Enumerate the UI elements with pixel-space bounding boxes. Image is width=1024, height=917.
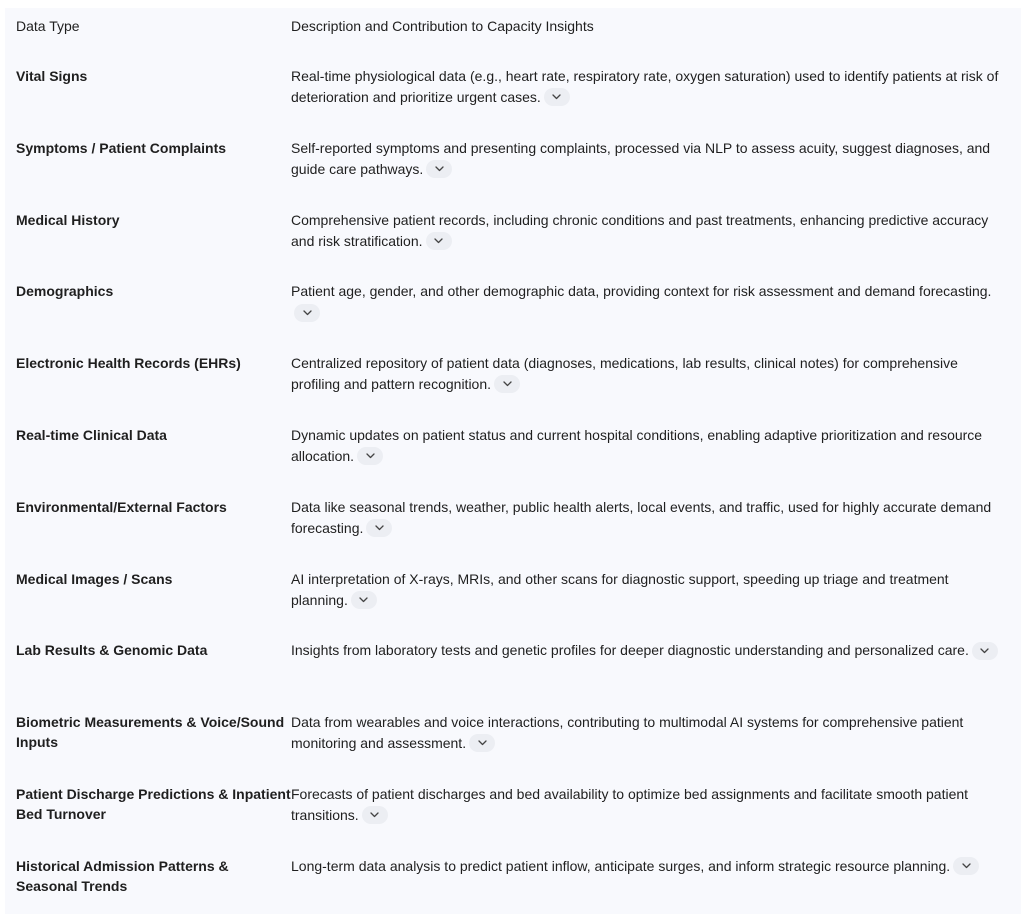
chevron-down-icon: [303, 310, 312, 316]
expand-citation-button[interactable]: [357, 447, 383, 465]
row-description-text: Real-time physiological data (e.g., heart rate, respiratory rate, oxygen saturation) used to identify patients at risk of deterioration and prioritize urgent cases.: [291, 68, 999, 105]
row-description-text: Data from wearables and voice interactions, contributing to multimodal AI systems for comprehensive patient monitoring and assessment.: [291, 714, 964, 752]
expand-citation-button[interactable]: [953, 857, 979, 875]
row-description: [291, 138, 1021, 188]
header-data-type: Data Type: [16, 18, 80, 34]
chevron-down-icon: [478, 740, 487, 746]
row-description: [291, 281, 1021, 331]
row-description-text: Forecasts of patient discharges and bed availability to optimize bed assignments and facilitate smooth patient transitions.: [291, 785, 969, 823]
row-description: [291, 569, 1021, 619]
table-row: [5, 116, 1021, 188]
table-row: [5, 834, 1021, 906]
chevron-down-icon: [359, 597, 368, 603]
row-description-text: Patient age, gender, and other demographic data, providing context for risk assessment and demand forecasting.: [291, 283, 992, 300]
expand-citation-button[interactable]: [544, 88, 570, 106]
table-row: [5, 618, 1021, 690]
chevron-down-icon: [435, 166, 444, 172]
row-description: [291, 497, 1021, 547]
chevron-down-icon: [434, 238, 443, 244]
expand-citation-button[interactable]: [469, 734, 495, 752]
row-type-label: Medical History: [16, 211, 120, 228]
chevron-down-icon: [370, 812, 379, 818]
row-type-label: Patient Discharge Predictions & Inpatient Bed Turnover: [16, 785, 291, 822]
row-description-text: Insights from laboratory tests and genetic profiles for deeper diagnostic understanding and personalized care.: [291, 642, 969, 659]
table-row: [5, 762, 1021, 834]
data-table: [5, 8, 1021, 914]
row-description: [291, 353, 1021, 403]
expand-citation-button[interactable]: [294, 304, 320, 322]
row-type-label: Historical Admission Patterns & Seasonal Trends: [16, 857, 229, 894]
row-type-label: Electronic Health Records (EHRs): [16, 355, 241, 372]
expand-citation-button[interactable]: [362, 806, 388, 824]
row-description: [291, 425, 1021, 475]
chevron-down-icon: [375, 525, 384, 531]
row-type-label: Lab Results & Genomic Data: [16, 642, 208, 659]
table-row: [5, 188, 1021, 260]
expand-citation-button[interactable]: [972, 642, 998, 660]
expand-citation-button[interactable]: [494, 375, 520, 393]
table-row: [5, 259, 1021, 331]
expand-citation-button[interactable]: [426, 232, 452, 250]
row-type-label: Demographics: [16, 283, 114, 300]
expand-citation-button[interactable]: [351, 591, 377, 609]
expand-citation-button[interactable]: [426, 160, 452, 178]
row-description: [291, 784, 1021, 834]
table-row: [5, 547, 1021, 619]
row-description: [291, 66, 1021, 116]
table-row: [5, 403, 1021, 475]
chevron-down-icon: [503, 381, 512, 387]
row-description-text: Dynamic updates on patient status and current hospital conditions, enabling adaptive prioritization and resource allocation.: [291, 426, 983, 464]
chevron-down-icon: [552, 94, 561, 100]
row-description-text: AI interpretation of X-rays, MRIs, and other scans for diagnostic support, speeding up triage and treatment planning.: [291, 570, 949, 608]
table-row: [5, 331, 1021, 403]
row-type-label: Biometric Measurements & Voice/Sound Inputs: [16, 714, 285, 751]
header-description: Description and Contribution to Capacity Insights: [291, 18, 594, 34]
row-description-text: Long-term data analysis to predict patient inflow, anticipate surges, and inform strategic resource planning.: [291, 857, 951, 874]
row-description: [291, 210, 1021, 260]
row-type-label: Real-time Clinical Data: [16, 426, 167, 443]
row-description: [291, 640, 1021, 690]
chevron-down-icon: [366, 453, 375, 459]
chevron-down-icon: [980, 648, 989, 654]
chevron-down-icon: [962, 863, 971, 869]
table-row: [5, 690, 1021, 762]
row-type-label: Vital Signs: [16, 68, 88, 84]
expand-citation-button[interactable]: [366, 519, 392, 537]
row-type-label: Environmental/External Factors: [16, 498, 227, 515]
row-description-text: Comprehensive patient records, including chronic conditions and past treatments, enhancing predictive accuracy and risk stratification.: [291, 211, 989, 249]
table-row: [5, 44, 1021, 116]
row-type-label: Medical Images / Scans: [16, 570, 173, 587]
table-header: [5, 8, 1021, 44]
row-type-label: Symptoms / Patient Complaints: [16, 139, 227, 156]
row-description-text: Centralized repository of patient data (diagnoses, medications, lab results, clinical notes) for comprehensive profiling and pattern recognition.: [291, 355, 958, 393]
row-description-text: Data like seasonal trends, weather, public health alerts, local events, and traffic, used for highly accurate demand forecasting.: [291, 498, 992, 536]
table-body: [5, 44, 1021, 906]
row-description: [291, 856, 1021, 906]
row-description-text: Self-reported symptoms and presenting complaints, processed via NLP to assess acuity, suggest diagnoses, and guide care pathways.: [291, 139, 991, 177]
row-description: [291, 712, 1021, 762]
table-row: [5, 475, 1021, 547]
